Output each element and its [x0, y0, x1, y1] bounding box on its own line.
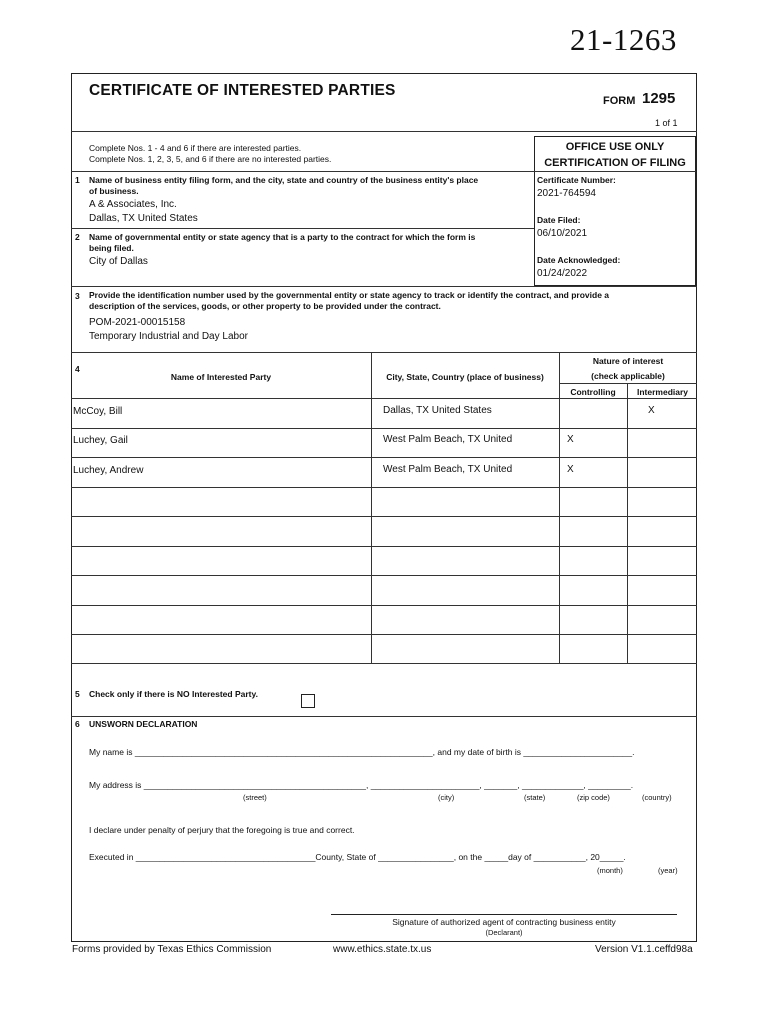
party-location: West Palm Beach, TX United	[383, 464, 513, 475]
month-caption: (month)	[597, 866, 623, 875]
no-interested-party-label: Check only if there is NO Interested Party.	[89, 689, 258, 699]
section-2-number: 2	[75, 232, 80, 242]
col-header-check-applicable: (check applicable)	[591, 371, 665, 381]
section-6-number: 6	[75, 719, 80, 729]
instruction-line-2: Complete Nos. 1, 2, 3, 5, and 6 if there are no interested parties.	[89, 154, 332, 164]
declaration-address-line: My address is _______________________________________________, _______________________, _______, _____________, _________.	[89, 780, 634, 790]
form-title: CERTIFICATE OF INTERESTED PARTIES	[89, 82, 396, 99]
nature-header-divider	[559, 383, 697, 384]
table-row-divider	[71, 457, 697, 458]
footer-version: Version V1.1.ceffd98a	[595, 944, 693, 955]
party-location: Dallas, TX United States	[383, 405, 492, 416]
date-filed-label: Date Filed:	[537, 215, 581, 225]
certification-title: CERTIFICATION OF FILING	[544, 157, 686, 169]
section-2-label: Name of governmental entity or state agency that is a party to the contract for which the form is being filed.	[89, 232, 476, 253]
table-row-divider	[71, 634, 697, 635]
col-header-location: City, State, Country (place of business)	[386, 372, 544, 382]
street-caption: (street)	[243, 793, 267, 802]
table-row-divider	[71, 516, 697, 517]
table-row-divider	[71, 605, 697, 606]
table-row-divider	[71, 487, 697, 488]
zip-caption: (zip code)	[577, 793, 610, 802]
table-bottom	[71, 663, 697, 664]
instruction-divider	[71, 171, 534, 172]
col-header-controlling: Controlling	[570, 387, 616, 397]
table-row-divider	[71, 428, 697, 429]
perjury-statement: I declare under penalty of perjury that the foregoing is true and correct.	[89, 825, 355, 835]
col-divider-controlling-intermediary	[627, 383, 628, 663]
section-4-number: 4	[75, 364, 80, 374]
section-1-divider	[71, 228, 534, 229]
city-caption: (city)	[438, 793, 455, 802]
declaration-executed-line: Executed in ______________________________________County, State of ________________, on the _____day of ___________, 20_____.	[89, 852, 626, 862]
signature-caption: Signature of authorized agent of contracting business entity	[392, 917, 616, 927]
section-5-divider	[71, 716, 697, 717]
section-1-number: 1	[75, 175, 80, 185]
declarant-caption: (Declarant)	[485, 928, 523, 937]
date-filed-value: 06/10/2021	[537, 228, 588, 239]
section-3-label: Provide the identification number used by the governmental entity or state agency to track or identify the contract, and provide a description of the services, goods, or other property to be provided under the contract.	[89, 290, 610, 311]
party-name: McCoy, Bill	[73, 406, 123, 417]
no-interested-party-checkbox[interactable]	[301, 694, 315, 708]
col-header-intermediary: Intermediary	[636, 387, 689, 397]
party-name: Luchey, Gail	[73, 435, 128, 446]
state-caption: (state)	[524, 793, 546, 802]
footer-credit: Forms provided by Texas Ethics Commission	[72, 944, 272, 955]
form-label: FORM	[603, 95, 636, 107]
office-use-title: OFFICE USE ONLY	[565, 141, 665, 153]
table-row-divider	[71, 546, 697, 547]
header-divider	[71, 131, 697, 132]
year-caption: (year)	[658, 866, 678, 875]
party-name: Luchey, Andrew	[73, 465, 144, 476]
footer-url[interactable]: www.ethics.state.tx.us	[333, 944, 432, 955]
section-2-divider	[71, 286, 697, 287]
section-5-number: 5	[75, 689, 80, 699]
business-entity-location: Dallas, TX United States	[89, 213, 198, 224]
table-header-bottom	[71, 398, 697, 399]
office-divider	[534, 171, 696, 172]
signature-line	[331, 914, 677, 915]
date-acknowledged-value: 01/24/2022	[537, 268, 588, 279]
party-controlling: X	[567, 464, 574, 475]
section-1-label: Name of business entity filing form, and the city, state and country of the business entity's place of business.	[89, 175, 479, 196]
contract-description: Temporary Industrial and Day Labor	[89, 331, 248, 342]
certificate-number-label: Certificate Number:	[537, 175, 616, 185]
party-location: West Palm Beach, TX United	[383, 434, 513, 445]
section-3-divider	[71, 352, 697, 353]
party-controlling: X	[567, 434, 574, 445]
governmental-entity-name: City of Dallas	[89, 256, 148, 267]
instruction-line-1: Complete Nos. 1 - 4 and 6 if there are interested parties.	[89, 143, 302, 153]
form-number: 1295	[642, 90, 676, 107]
col-divider-location-nature	[559, 352, 560, 663]
party-intermediary: X	[648, 405, 655, 416]
contract-id: POM-2021-00015158	[89, 317, 186, 328]
certificate-number-value: 2021-764594	[537, 188, 596, 199]
col-header-nature: Nature of interest	[592, 356, 664, 366]
declaration-name-line: My name is _______________________________________________________________, and my date of birth is _______________________.	[89, 747, 635, 757]
unsworn-declaration-title: UNSWORN DECLARATION	[89, 719, 198, 729]
col-divider-name-location	[371, 352, 372, 663]
business-entity-name: A & Associates, Inc.	[89, 199, 177, 210]
page-indicator: 1 of 1	[655, 118, 678, 128]
date-acknowledged-label: Date Acknowledged:	[537, 255, 621, 265]
section-3-number: 3	[75, 291, 80, 301]
country-caption: (country)	[642, 793, 672, 802]
col-header-name: Name of Interested Party	[170, 372, 272, 382]
file-number: 21-1263	[570, 22, 677, 57]
table-row-divider	[71, 575, 697, 576]
